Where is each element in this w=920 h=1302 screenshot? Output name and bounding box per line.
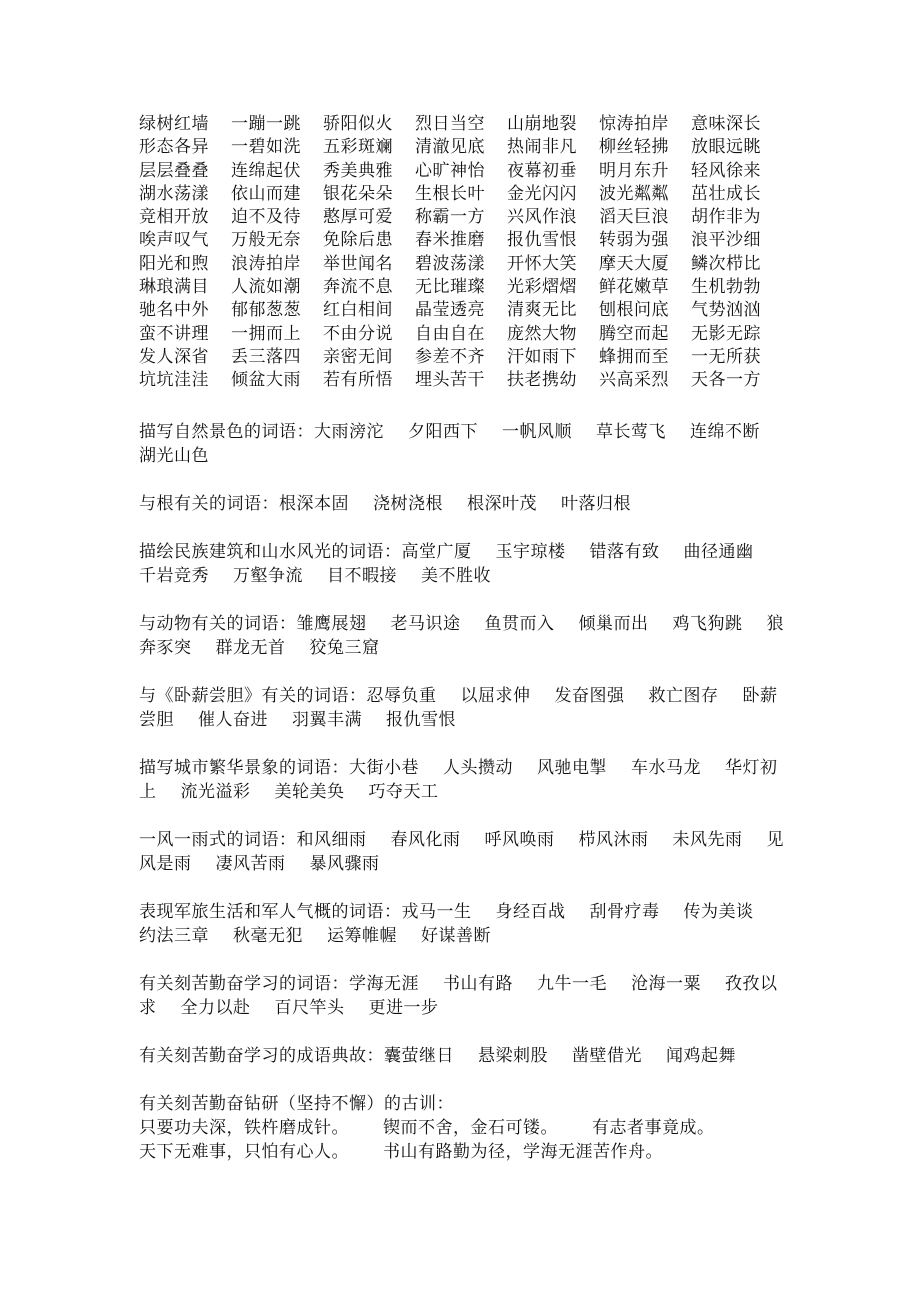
idiom-cell: 一拥而上 xyxy=(231,323,301,344)
section-term: 高堂广厦 xyxy=(401,541,472,562)
idiom-cell: 摩天大厦 xyxy=(599,253,669,274)
section-term: 一帆风顺 xyxy=(502,421,572,442)
section-term: 栉风沐雨 xyxy=(578,829,649,850)
section-term: 夕阳西下 xyxy=(408,421,478,442)
section-term: 万壑争流 xyxy=(233,565,303,586)
section-term: 刮骨疗毒 xyxy=(589,901,660,922)
idiom-cell: 迫不及待 xyxy=(231,207,301,228)
idiom-cell: 埋头苦干 xyxy=(415,370,485,391)
section-term: 传为美谈 xyxy=(683,901,754,922)
section-term: 呼风唤雨 xyxy=(484,829,555,850)
section-military xyxy=(139,900,784,948)
section-term: 浇树浇根 xyxy=(373,493,443,514)
section-term: 学海无涯 xyxy=(349,973,419,994)
idiom-cell: 无比璀璨 xyxy=(415,277,485,298)
idiom-cell: 不由分说 xyxy=(323,323,393,344)
section-heading: 一风一雨式的词语： xyxy=(139,829,297,850)
section-term: 狡兔三窟 xyxy=(309,637,380,658)
idiom-cell: 阳光和煦 xyxy=(139,253,209,274)
idiom-cell: 一蹦一跳 xyxy=(231,114,301,134)
idiom-cell: 形态各异 xyxy=(139,137,209,158)
motto: 锲而不舍，金石可镂。 xyxy=(383,1117,558,1138)
idiom-cell: 若有所悟 xyxy=(323,370,393,391)
idiom-cell: 报仇雪恨 xyxy=(507,230,577,251)
idiom-cell: 汗如雨下 xyxy=(507,346,577,367)
idiom-cell: 夜幕初垂 xyxy=(507,160,577,181)
section-term: 闻鸡起舞 xyxy=(666,1045,736,1066)
idiom-cell: 无影无踪 xyxy=(691,323,761,344)
idiom-grid xyxy=(139,113,784,393)
idiom-cell: 清澈见底 xyxy=(415,137,485,158)
section-term: 救亡图存 xyxy=(648,685,719,706)
idiom-cell: 波光粼粼 xyxy=(599,183,669,204)
idiom-cell: 意味深长 xyxy=(691,114,761,134)
idiom-cell: 晶莹透亮 xyxy=(415,300,485,321)
idiom-cell: 参差不齐 xyxy=(415,346,485,367)
idiom-cell: 湖水荡漾 xyxy=(139,183,209,204)
idiom-cell: 举世闻名 xyxy=(323,253,393,274)
idiom-cell: 转弱为强 xyxy=(599,230,669,251)
idiom-cell: 唉声叹气 xyxy=(139,230,209,251)
section-natural-scenery xyxy=(139,420,784,468)
section-term: 全力以赴 xyxy=(180,997,251,1018)
section-term: 囊萤继日 xyxy=(384,1045,454,1066)
section-term: 戎马一生 xyxy=(401,901,472,922)
idiom-cell: 舂米推磨 xyxy=(415,230,485,251)
section-term: 连绵不断 xyxy=(690,421,760,442)
motto: 只要功夫深，铁杵磨成针。 xyxy=(139,1117,349,1138)
section-heading: 有关刻苦勤奋学习的成语典故： xyxy=(139,1045,384,1066)
section-term: 曲径通幽 xyxy=(683,541,754,562)
idiom-cell: 天各一方 xyxy=(691,370,761,391)
section-term: 狼奔豕突 xyxy=(139,613,784,658)
idiom-cell: 庞然大物 xyxy=(507,323,577,344)
section-term: 约法三章 xyxy=(139,925,209,946)
section-heading: 表现军旅生活和军人气概的词语： xyxy=(139,901,402,922)
idiom-cell: 驰名中外 xyxy=(139,300,209,321)
motto: 书山有路勤为径，学海无涯苦作舟。 xyxy=(383,1141,663,1162)
section-term: 错落有致 xyxy=(589,541,660,562)
idiom-cell: 银花朵朵 xyxy=(323,183,393,204)
section-term: 未风先雨 xyxy=(672,829,743,850)
idiom-cell: 热闹非凡 xyxy=(507,137,577,158)
idiom-cell: 连绵起伏 xyxy=(231,160,301,181)
idiom-cell: 鳞次栉比 xyxy=(691,253,761,274)
idiom-cell: 秀美典雅 xyxy=(323,160,393,181)
section-term: 凿壁借光 xyxy=(572,1045,642,1066)
idiom-cell: 碧波荡漾 xyxy=(415,253,485,274)
idiom-cell: 依山而建 xyxy=(231,183,301,204)
section-study-allusions xyxy=(139,1044,784,1068)
section-term: 忍辱负重 xyxy=(366,685,437,706)
idiom-cell: 兴高采烈 xyxy=(599,370,669,391)
idiom-cell: 胡作非为 xyxy=(691,207,761,228)
idiom-cell: 一碧如洗 xyxy=(231,137,301,158)
motto-line xyxy=(139,1140,784,1164)
section-term: 身经百战 xyxy=(495,901,566,922)
document-page xyxy=(139,113,784,1164)
idiom-cell: 烈日当空 xyxy=(415,114,485,134)
section-term: 华灯初上 xyxy=(139,757,778,802)
section-term: 鸡飞狗跳 xyxy=(672,613,743,634)
section-term: 九牛一毛 xyxy=(537,973,607,994)
section-term: 倾巢而出 xyxy=(578,613,649,634)
section-term: 风驰电掣 xyxy=(537,757,607,778)
section-term: 好谋善断 xyxy=(421,925,491,946)
idiom-cell: 一无所获 xyxy=(691,346,761,367)
section-heading: 与根有关的词语： xyxy=(139,493,279,514)
motto: 有志者事竟成。 xyxy=(592,1117,715,1138)
idiom-cell: 蜂拥而至 xyxy=(599,346,669,367)
idiom-cell: 倾盆大雨 xyxy=(231,370,301,391)
idiom-cell: 免除后患 xyxy=(323,230,393,251)
idiom-cell: 蛮不讲理 xyxy=(139,323,209,344)
section-term: 秋毫无犯 xyxy=(233,925,303,946)
idiom-cell: 茁壮成长 xyxy=(691,183,761,204)
idiom-cell: 称霸一方 xyxy=(415,207,485,228)
section-term: 大雨滂沱 xyxy=(314,421,384,442)
idiom-cell: 郁郁葱葱 xyxy=(231,300,301,321)
idiom-cell: 兴风作浪 xyxy=(507,207,577,228)
section-diligent-study xyxy=(139,972,784,1020)
section-term: 目不暇接 xyxy=(327,565,397,586)
idiom-cell: 人流如潮 xyxy=(231,277,301,298)
section-term: 见风是雨 xyxy=(139,829,784,874)
section-term: 百尺竿头 xyxy=(274,997,345,1018)
motto-line xyxy=(139,1116,784,1140)
section-heading: 描写自然景色的词语： xyxy=(139,421,314,442)
section-architecture xyxy=(139,540,784,588)
mottos-heading: 有关刻苦勤奋钻研（坚持不懈）的古训： xyxy=(139,1093,454,1114)
section-heading: 描绘民族建筑和山水风光的词语： xyxy=(139,541,402,562)
section-term: 美轮美奂 xyxy=(274,781,345,802)
section-animals xyxy=(139,612,784,660)
idiom-cell: 骄阳似火 xyxy=(323,114,393,134)
section-term: 以屈求伸 xyxy=(460,685,531,706)
section-term: 发奋图强 xyxy=(554,685,625,706)
idiom-cell: 五彩斑斓 xyxy=(323,137,393,158)
section-term: 巧夺天工 xyxy=(368,781,439,802)
section-term: 和风细雨 xyxy=(296,829,367,850)
idiom-cell: 生根长叶 xyxy=(415,183,485,204)
section-term: 草长莺飞 xyxy=(596,421,666,442)
idiom-cell: 发人深省 xyxy=(139,346,209,367)
idiom-cell: 竞相开放 xyxy=(139,207,209,228)
section-mottos xyxy=(139,1092,784,1164)
idiom-cell: 开怀大笑 xyxy=(507,253,577,274)
section-term: 暴风骤雨 xyxy=(309,853,380,874)
section-term: 大街小巷 xyxy=(349,757,419,778)
idiom-cell: 刨根问底 xyxy=(599,300,669,321)
motto: 天下无难事，只怕有心人。 xyxy=(139,1141,349,1162)
idiom-cell: 绿树红墙 xyxy=(139,114,209,134)
idiom-cell: 山崩地裂 xyxy=(507,114,577,134)
idiom-cell: 腾空而起 xyxy=(599,323,669,344)
idiom-cell: 奔流不息 xyxy=(323,277,393,298)
idiom-cell: 轻风徐来 xyxy=(691,160,761,181)
idiom-cell: 层层叠叠 xyxy=(139,160,209,181)
section-term: 根深本固 xyxy=(279,493,349,514)
section-term: 群龙无首 xyxy=(215,637,286,658)
section-term: 雏鹰展翅 xyxy=(296,613,367,634)
idiom-cell: 亲密无间 xyxy=(323,346,393,367)
section-term: 玉宇琼楼 xyxy=(495,541,566,562)
section-term: 卧薪尝胆 xyxy=(139,685,778,730)
idiom-cell: 金光闪闪 xyxy=(507,183,577,204)
section-woxin-changdan xyxy=(139,684,784,732)
section-term: 叶落归根 xyxy=(561,493,631,514)
section-term: 春风化雨 xyxy=(390,829,461,850)
idiom-cell: 滔天巨浪 xyxy=(599,207,669,228)
section-heading: 与《卧薪尝胆》有关的词语： xyxy=(139,685,367,706)
section-term: 更进一步 xyxy=(368,997,439,1018)
idiom-cell: 生机勃勃 xyxy=(691,277,761,298)
section-term: 报仇雪恨 xyxy=(386,709,456,730)
section-term: 催人奋进 xyxy=(198,709,268,730)
idiom-cell: 自由自在 xyxy=(415,323,485,344)
idiom-cell: 心旷神怡 xyxy=(415,160,485,181)
idiom-cell: 清爽无比 xyxy=(507,300,577,321)
idiom-cell: 丢三落四 xyxy=(231,346,301,367)
idiom-cell: 憨厚可爱 xyxy=(323,207,393,228)
section-heading: 描写城市繁华景象的词语： xyxy=(139,757,349,778)
idiom-cell: 放眼远眺 xyxy=(691,137,761,158)
idiom-cell: 万般无奈 xyxy=(231,230,301,251)
idiom-cell: 惊涛拍岸 xyxy=(599,114,669,134)
idiom-cell: 浪涛拍岸 xyxy=(231,253,301,274)
section-heading: 有关刻苦勤奋学习的词语： xyxy=(139,973,349,994)
section-term: 沧海一粟 xyxy=(631,973,701,994)
idiom-cell: 气势汹汹 xyxy=(691,300,761,321)
section-term: 流光溢彩 xyxy=(180,781,251,802)
section-term: 凄风苦雨 xyxy=(215,853,286,874)
section-term: 鱼贯而入 xyxy=(484,613,555,634)
section-term: 美不胜收 xyxy=(421,565,491,586)
section-heading: 与动物有关的词语： xyxy=(139,613,297,634)
section-term: 羽翼丰满 xyxy=(292,709,362,730)
section-term: 千岩竞秀 xyxy=(139,565,209,586)
section-wind-rain xyxy=(139,828,784,876)
section-term: 孜孜以求 xyxy=(139,973,778,1018)
section-term: 书山有路 xyxy=(443,973,513,994)
idiom-cell: 柳丝轻拂 xyxy=(599,137,669,158)
section-term: 根深叶茂 xyxy=(467,493,537,514)
section-term: 悬梁刺股 xyxy=(478,1045,548,1066)
idiom-cell: 鲜花嫩草 xyxy=(599,277,669,298)
idiom-cell: 扶老携幼 xyxy=(507,370,577,391)
idiom-cell: 红白相间 xyxy=(323,300,393,321)
idiom-cell: 琳琅满目 xyxy=(139,277,209,298)
idiom-cell: 浪平沙细 xyxy=(691,230,761,251)
idiom-cell: 光彩熠熠 xyxy=(507,277,577,298)
idiom-cell: 明月东升 xyxy=(599,160,669,181)
section-term: 运筹帷幄 xyxy=(327,925,397,946)
section-term: 湖光山色 xyxy=(139,445,209,466)
section-roots xyxy=(139,492,784,516)
idiom-cell: 坑坑洼洼 xyxy=(139,370,209,391)
section-term: 老马识途 xyxy=(390,613,461,634)
section-term: 人头攒动 xyxy=(443,757,513,778)
section-term: 车水马龙 xyxy=(631,757,701,778)
section-city-prosperity xyxy=(139,756,784,804)
